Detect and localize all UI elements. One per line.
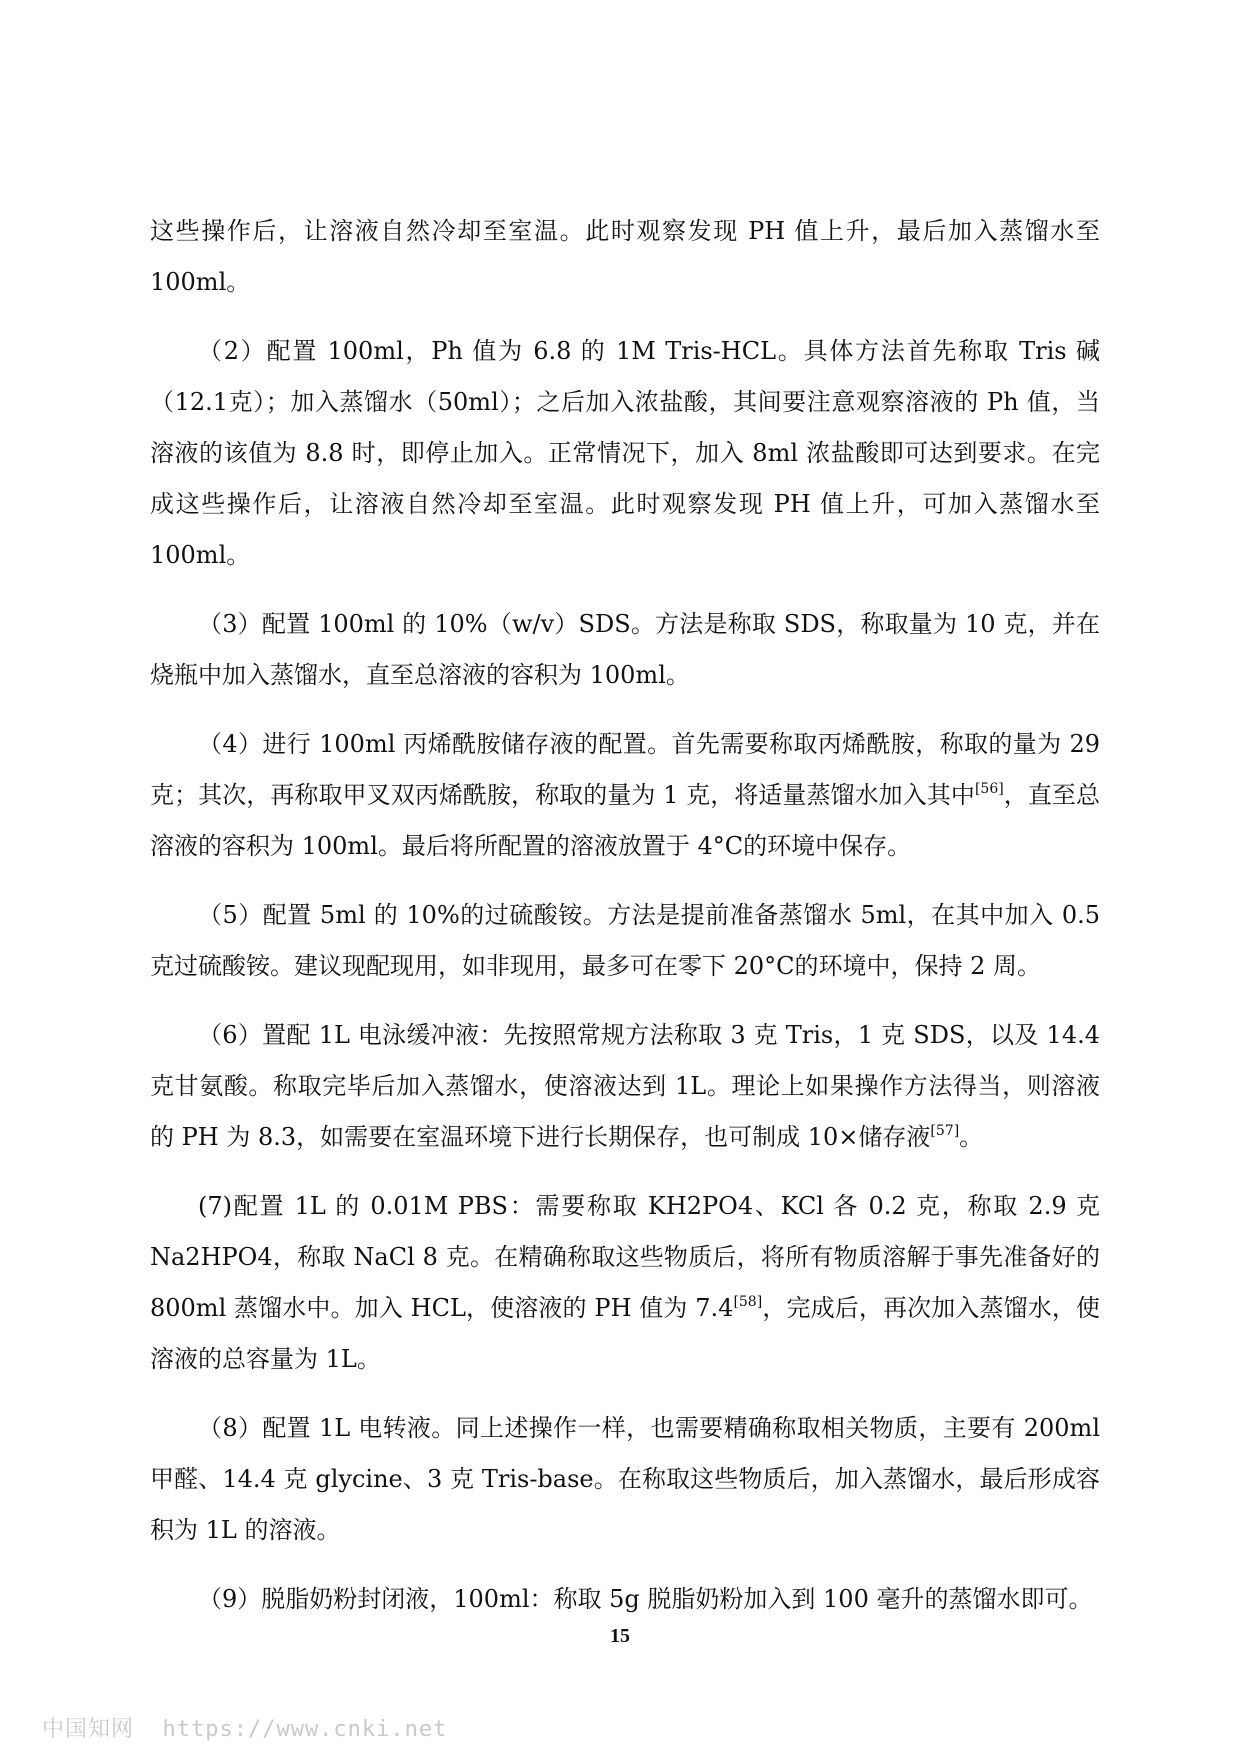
citation-ref: [58] bbox=[733, 1294, 763, 1310]
text-run: （2）配置 100ml，Ph 值为 6.8 的 1M Tris-HCL。具体方法首先称取 Tris 碱（12.1克）；加入蒸馏水（50ml）；之后加入浓盐酸，其间要注意观察溶液的 Ph 值，当溶液的该值为 8.8 时，即停止加入。正常情况下，加入 8ml 浓盐酸即可达到要求。在完成这些操作后，让溶液自然冷却至室温。此时观察发现 PH 值上升，可加入蒸馏水至 100ml。 bbox=[150, 337, 1100, 569]
text-run: （8）配置 1L 电转液。同上述操作一样，也需要精确称取相关物质，主要有 200ml甲醛、14.4 克 glycine、3 克 Tris-base。在称取这些物质后，加入蒸馏水，最后形成容积为 1L 的溶液。 bbox=[150, 1414, 1100, 1544]
paragraph bbox=[150, 890, 1100, 992]
cnki-watermark: 中国知网 https://www.cnki.net bbox=[42, 1717, 448, 1742]
text-run: ，直至总溶液的容积为 100ml。最后将所配置的溶液放置于 4°C的环境中保存。 bbox=[150, 781, 1100, 860]
text-run: （3）配置 100ml 的 10%（w/v）SDS。方法是称取 SDS，称取量为 10 克，并在烧瓶中加入蒸馏水，直至总溶液的容积为 100ml。 bbox=[150, 610, 1100, 689]
paragraph bbox=[150, 1010, 1100, 1163]
text-run: 这些操作后，让溶液自然冷却至室温。此时观察发现 PH 值上升，最后加入蒸馏水至100ml。 bbox=[150, 217, 1100, 296]
paragraph bbox=[150, 719, 1100, 872]
paragraph bbox=[150, 206, 1100, 308]
page-number: 15 bbox=[610, 1625, 630, 1647]
text-run: （6）置配 1L 电泳缓冲液：先按照常规方法称取 3 克 Tris，1 克 SDS，以及 14.4 克甘氨酸。称取完毕后加入蒸馏水，使溶液达到 1L。理论上如果操作方法得当，则溶液的 PH 为 8.3，如需要在室温环境下进行长期保存，也可制成 10×储存液 bbox=[150, 1021, 1100, 1151]
paragraph bbox=[150, 326, 1100, 581]
citation-ref: [57] bbox=[930, 1123, 960, 1139]
paragraph bbox=[150, 1574, 1100, 1625]
paragraph bbox=[150, 599, 1100, 701]
citation-ref: [56] bbox=[974, 781, 1004, 797]
text-run: ，完成后，再次加入蒸馏水，使溶液的总容量为 1L。 bbox=[150, 1294, 1100, 1373]
text-run: （5）配置 5ml 的 10%的过硫酸铵。方法是提前准备蒸馏水 5ml，在其中加入 0.5克过硫酸铵。建议现配现用，如非现用，最多可在零下 20°C的环境中，保持 2 周。 bbox=[150, 901, 1100, 980]
paragraph bbox=[150, 1181, 1100, 1385]
text-run: 。 bbox=[959, 1123, 984, 1151]
body-text bbox=[150, 206, 1100, 1643]
paragraph bbox=[150, 1403, 1100, 1556]
text-run: (7)配置 1L 的 0.01M PBS：需要称取 KH2PO4、KCl 各 0.2 克，称取 2.9 克 Na2HPO4，称取 NaCl 8 克。在精确称取这些物质后，将所有物质溶解于事先准备好的 800ml 蒸馏水中。加入 HCL，使溶液的 PH 值为 7.4 bbox=[150, 1192, 1100, 1322]
text-run: （9）脱脂奶粉封闭液，100ml：称取 5g 脱脂奶粉加入到 100 毫升的蒸馏水即可。 bbox=[198, 1585, 1093, 1613]
text-run: （4）进行 100ml 丙烯酰胺储存液的配置。首先需要称取丙烯酰胺，称取的量为 29克；其次，再称取甲叉双丙烯酰胺，称取的量为 1 克，将适量蒸馏水加入其中 bbox=[150, 730, 1100, 809]
